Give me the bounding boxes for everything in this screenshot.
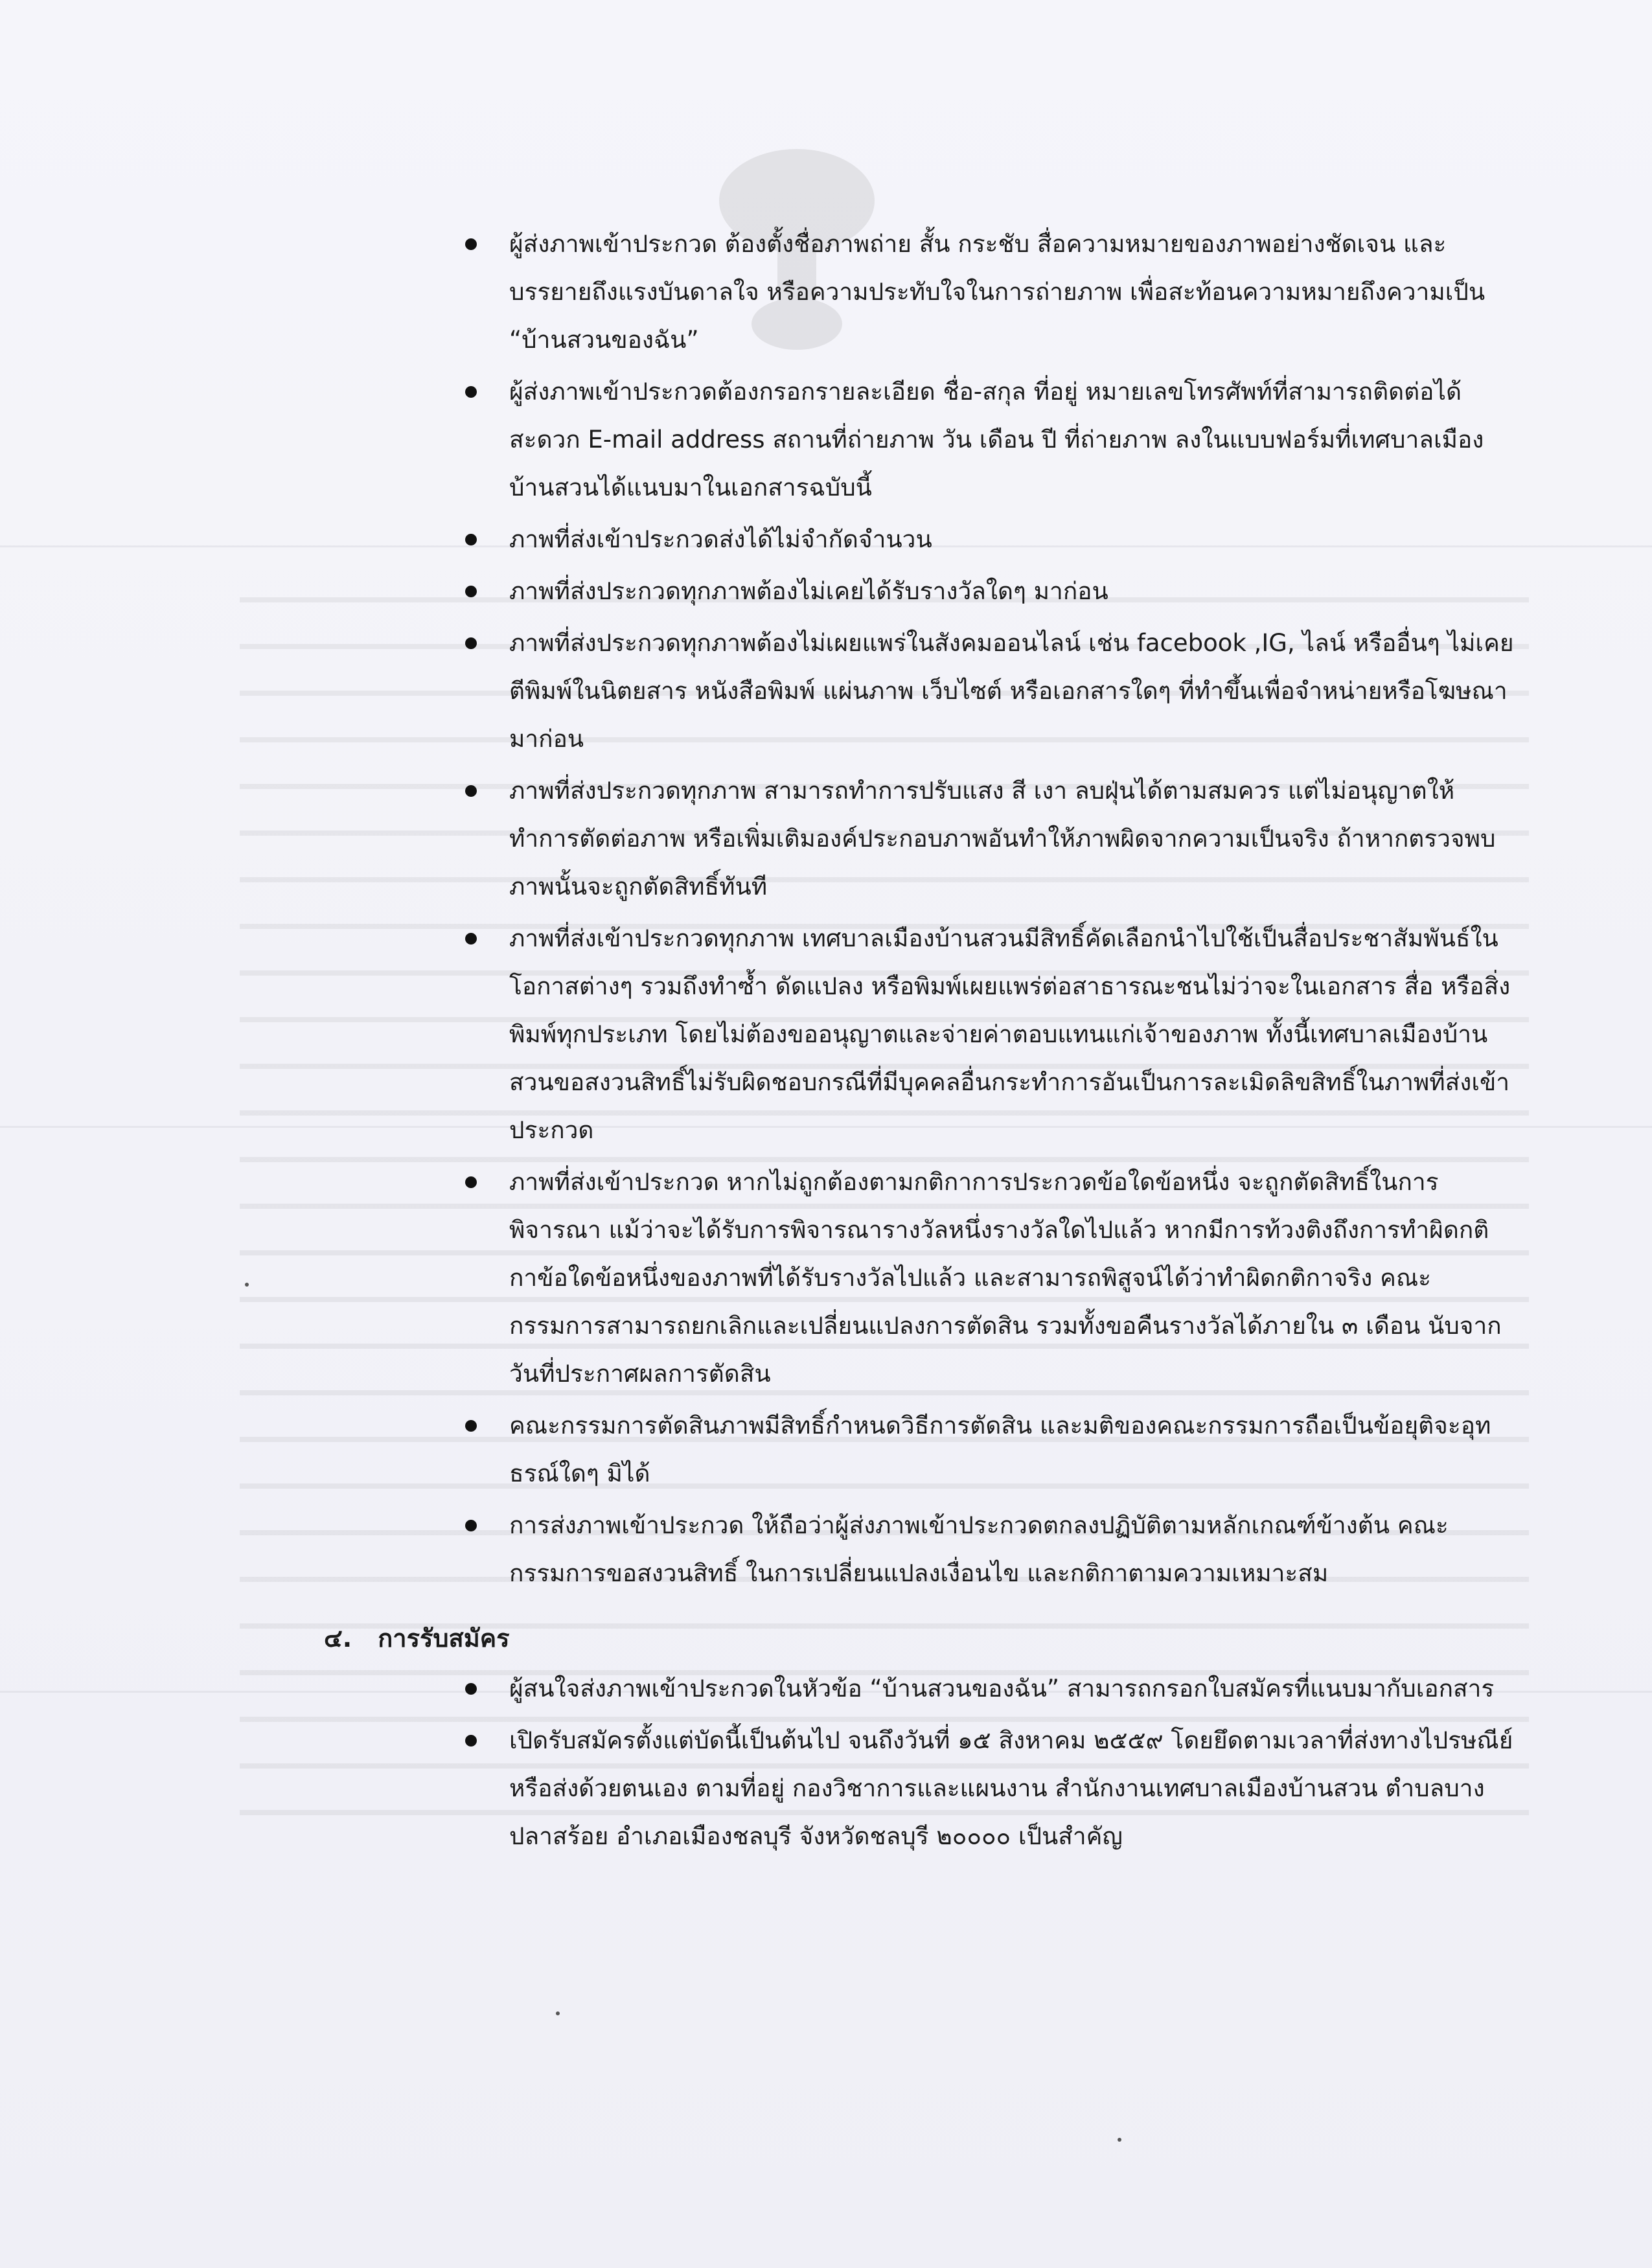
list-item-text: ภาพที่ส่งเข้าประกวด หากไม่ถูกต้องตามกติกาการประกวดข้อใดข้อหนึ่ง จะถูกตัดสิทธิ์ในการพิจารณา แม้ว่าจะได้รับการพิจารณารางวัลหนึ่งรางวัลใดไปแล้ว หากมีการท้วงติงถึงการทำผิดกติกาข้อใดข้อหนึ่งของภาพที่ได้รับรางวัลไปแล้ว และสามารถพิสูจน์ได้ว่าทำผิดกติกาจริง คณะกรรมการสามารถยกเลิกและเปลี่ยนแปลงการตัดสิน รวมทั้งขอคืนรางวัลได้ภายใน ๓ เดือน นับจากวันที่ประกาศผลการตัดสิน [509, 1168, 1502, 1388]
list-item [453, 567, 1516, 615]
section-number: ๔. [324, 1624, 352, 1653]
scan-speck [245, 1283, 249, 1287]
list-item-text: ผู้สนใจส่งภาพเข้าประกวดในหัวข้อ “บ้านสวนของฉัน” สามารถกรอกใบสมัครที่แนบมากับเอกสาร [509, 1675, 1495, 1702]
list-item [453, 516, 1516, 564]
list-item-text: ภาพที่ส่งเข้าประกวดทุกภาพ เทศบาลเมืองบ้านสวนมีสิทธิ์คัดเลือกนำไปใช้เป็นสื่อประชาสัมพันธ์ในโอกาสต่างๆ รวมถึงทำซ้ำ ดัดแปลง หรือพิมพ์เผยแพร่ต่อสาธารณะชนไม่ว่าจะในเอกสาร สื่อ หรือสิ่งพิมพ์ทุกประเภท โดยไม่ต้องขออนุญาตและจ่ายค่าตอบแทนแก่เจ้าของภาพ ทั้งนี้เทศบาลเมืองบ้านสวนขอสงวนสิทธิ์ไม่รับผิดชอบกรณีที่มีบุคคลอื่นกระทำการอันเป็นการละเมิดลิขสิทธิ์ในภาพที่ส่งเข้าประกวด [509, 924, 1511, 1144]
scan-speck [1118, 2138, 1121, 2142]
bullet-icon [465, 1520, 477, 1531]
list-item-text: คณะกรรมการตัดสินภาพมีสิทธิ์กำหนดวิธีการตัดสิน และมติของคณะกรรมการถือเป็นข้อยุติจะอุทธรณ์ใดๆ มิได้ [509, 1412, 1491, 1487]
list-item-text: ภาพที่ส่งประกวดทุกภาพต้องไม่เผยแพร่ในสังคมออนไลน์ เช่น facebook ,IG, ไลน์ หรืออื่นๆ ไม่เคยตีพิมพ์ในนิตยสาร หนังสือพิมพ์ แผ่นภาพ เว็บไซต์ หรือเอกสารใดๆ ที่ทำขึ้นเพื่อจำหน่ายหรือโฆษณามาก่อน [509, 629, 1514, 753]
list-item-text: ผู้ส่งภาพเข้าประกวดต้องกรอกรายละเอียด ชื่อ-สกุล ที่อยู่ หมายเลขโทรศัพท์ที่สามารถติดต่อได้สะดวก E-mail address สถานที่ถ่ายภาพ วัน เดือน ปี ที่ถ่ายภาพ ลงในแบบฟอร์มที่เทศบาลเมืองบ้านสวนได้แนบมาในเอกสารฉบับนี้ [509, 378, 1484, 501]
list-item [453, 619, 1516, 763]
bullet-icon [465, 933, 477, 945]
list-item [453, 1665, 1516, 1713]
rules-list [453, 220, 1516, 1598]
list-item-text: ภาพที่ส่งประกวดทุกภาพ สามารถทำการปรับแสง สี เงา ลบฝุ่นได้ตามสมควร แต่ไม่อนุญาตให้ทำการตัดต่อภาพ หรือเพิ่มเติมองค์ประกอบภาพอันทำให้ภาพผิดจากความเป็นจริง ถ้าหากตรวจพบภาพนั้นจะถูกตัดสิทธิ์ทันที [509, 777, 1496, 900]
list-item [453, 1717, 1516, 1861]
section-title: การรับสมัคร [378, 1624, 510, 1653]
bullet-icon [465, 1176, 477, 1188]
list-item-text: การส่งภาพเข้าประกวด ให้ถือว่าผู้ส่งภาพเข้าประกวดตกลงปฏิบัติตามหลักเกณฑ์ข้างต้น คณะกรรมการขอสงวนสิทธิ์ ในการเปลี่ยนแปลงเงื่อนไข และกติกาตามความเหมาะสม [509, 1511, 1449, 1587]
bullet-icon [465, 1420, 477, 1432]
bullet-icon [465, 386, 477, 398]
list-item-text: ภาพที่ส่งประกวดทุกภาพต้องไม่เคยได้รับรางวัลใดๆ มาก่อน [509, 577, 1108, 605]
list-item [453, 1158, 1516, 1398]
bullet-icon [465, 238, 477, 250]
list-item [453, 1402, 1516, 1498]
bullet-icon [465, 1735, 477, 1747]
list-item-text: เปิดรับสมัครตั้งแต่บัดนี้เป็นต้นไป จนถึงวันที่ ๑๕ สิงหาคม ๒๕๕๙ โดยยึดตามเวลาที่ส่งทางไปรษณีย์หรือส่งด้วยตนเอง ตามที่อยู่ กองวิชาการและแผนงาน สำนักงานเทศบาลเมืองบ้านสวน ตำบลบางปลาสร้อย อำเภอเมืองชลบุรี จังหวัดชลบุรี ๒๐๐๐๐ เป็นสำคัญ [509, 1726, 1513, 1850]
list-item-text: ผู้ส่งภาพเข้าประกวด ต้องตั้งชื่อภาพถ่าย สั้น กระชับ สื่อความหมายของภาพอย่างชัดเจน และบรรยายถึงแรงบันดาลใจ หรือความประทับใจในการถ่ายภาพ เพื่อสะท้อนความหมายถึงความเป็น “บ้านสวนของฉัน” [509, 230, 1486, 354]
list-item [453, 915, 1516, 1154]
document-body [324, 220, 1516, 1864]
bullet-icon [465, 637, 477, 649]
application-list [453, 1665, 1516, 1861]
list-item [453, 220, 1516, 364]
section-heading [324, 1614, 1386, 1662]
list-item-text: ภาพที่ส่งเข้าประกวดส่งได้ไม่จำกัดจำนวน [509, 525, 932, 553]
bullet-icon [465, 785, 477, 797]
list-item [453, 1502, 1516, 1598]
list-item [453, 368, 1516, 512]
bullet-icon [465, 586, 477, 597]
bullet-icon [465, 534, 477, 545]
bullet-icon [465, 1683, 477, 1695]
scan-speck [556, 2011, 560, 2015]
list-item [453, 767, 1516, 911]
